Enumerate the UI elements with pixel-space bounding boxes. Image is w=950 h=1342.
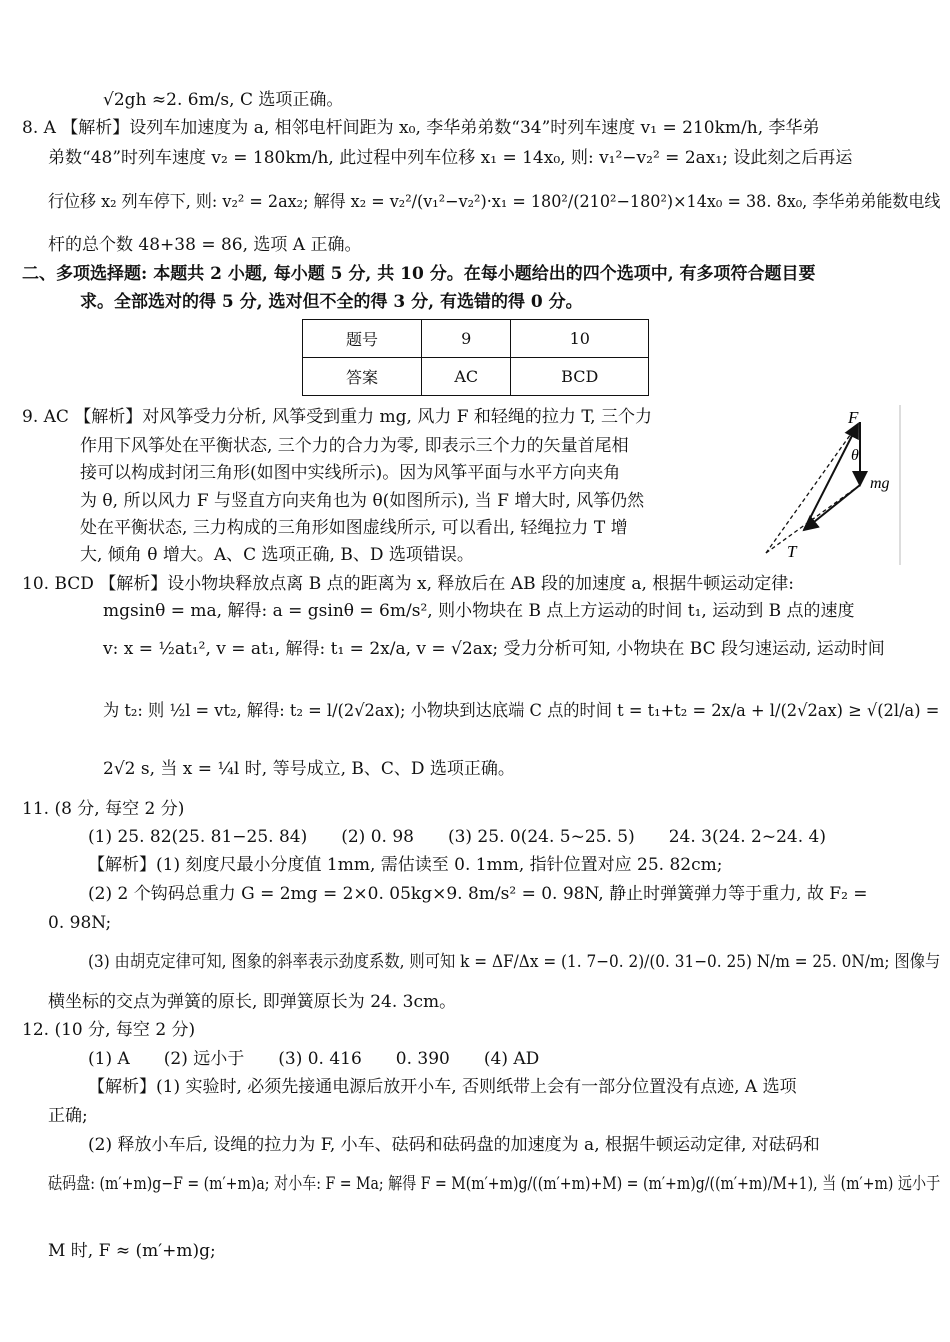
line-19: (1) 25. 82(25. 81−25. 84) (2) 0. 98 (3) 25. 0(24. 5~25. 5) 24. 3(24. 2~24. 4) <box>88 827 826 847</box>
line-27: 【解析】(1) 实验时, 必须先接通电源后放开小车, 否则纸带上会有一部分位置没有点迹, A 选项 <box>88 1077 797 1097</box>
line-14: mgsinθ = ma, 解得: a = gsinθ = 6m/s², 则小物块在 B 点上方运动的时间 t₁, 运动到 B 点的速度 <box>103 601 855 621</box>
line-12: 大, 倾角 θ 增大。A、C 选项正确, B、D 选项错误。 <box>80 545 474 565</box>
answer-table <box>302 319 649 396</box>
line-23: (3) 由胡克定律可知, 图象的斜率表示劲度系数, 则可知 k = ΔF/Δx = (1. 7−0. 2)/(0. 31−0. 25) N/m = 25. 0N/m; 图像与 <box>88 952 941 972</box>
line-24: 横坐标的交点为弹簧的原长, 即弹簧原长为 24. 3cm。 <box>48 992 457 1012</box>
table-header-cell: 题号 <box>303 320 422 358</box>
line-22: 0. 98N; <box>48 913 112 933</box>
line-2: 弟数“48”时列车速度 v₂ = 180km/h, 此过程中列车位移 x₁ = 14x₀, 则: v₁²−v₂² = 2ax₁; 设此刻之后再运 <box>48 148 853 168</box>
line-28: 正确; <box>48 1106 88 1126</box>
table-cell: BCD <box>511 358 649 396</box>
line-15: v: x = ½at₁², v = at₁, 解得: t₁ = 2x/a, v = √2ax; 受力分析可知, 小物块在 BC 段匀速运动, 运动时间 <box>103 639 885 659</box>
line-17: 2√2 s, 当 x = ¼l 时, 等号成立, B、C、D 选项正确。 <box>103 759 515 779</box>
table-cell: 答案 <box>303 358 422 396</box>
line-29: (2) 释放小车后, 设绳的拉力为 F, 小车、砝码和砝码盘的加速度为 a, 根据牛顿运动定律, 对砝码和 <box>88 1135 820 1155</box>
t-dashed-vector <box>766 485 860 553</box>
line-21: (2) 2 个钩码总重力 G = 2mg = 2×0. 05kg×9. 8m/s² = 0. 98N, 静止时弹簧弹力等于重力, 故 F₂ = <box>88 884 868 904</box>
label-f: F <box>848 408 859 427</box>
line-13: 10. BCD 【解析】设小物块释放点离 B 点的距离为 x, 释放后在 AB 段的加速度 a, 根据牛顿运动定律: <box>22 574 795 594</box>
kite-force-diagram <box>760 405 902 565</box>
f-dashed-vector <box>766 424 858 553</box>
line-20: 【解析】(1) 刻度尺最小分度值 1mm, 需估读至 0. 1mm, 指针位置对应 25. 82cm; <box>88 855 723 875</box>
line-10: 为 θ, 所以风力 F 与竖直方向夹角也为 θ(如图所示), 当 F 增大时, 风筝仍然 <box>80 491 645 511</box>
line-26: (1) A (2) 远小于 (3) 0. 416 0. 390 (4) AD <box>88 1049 540 1069</box>
line-9: 接可以构成封闭三角形(如图中实线所示)。因为风筝平面与水平方向夹角 <box>80 463 621 483</box>
table-header-cell: 10 <box>511 320 649 358</box>
line-0: √2gh ≈2. 6m/s, C 选项正确。 <box>103 90 344 110</box>
line-5: 二、多项选择题: 本题共 2 小题, 每小题 5 分, 共 10 分。在每小题给出的四个选项中, 有多项符合题目要 <box>22 264 816 284</box>
table-cell: AC <box>422 358 511 396</box>
table-header-cell: 9 <box>422 320 511 358</box>
line-1: 8. A 【解析】设列车加速度为 a, 相邻电杆间距为 x₀, 李华弟弟数“34”时列车速度 v₁ = 210km/h, 李华弟 <box>22 118 820 138</box>
line-6: 求。全部选对的得 5 分, 选对但不全的得 3 分, 有选错的得 0 分。 <box>80 292 583 312</box>
label-theta: θ <box>851 447 859 464</box>
line-11: 处在平衡状态, 三力构成的三角形如图虚线所示, 可以看出, 轻绳拉力 T 增 <box>80 518 628 538</box>
line-4: 杆的总个数 48+38 = 86, 选项 A 正确。 <box>48 235 362 255</box>
line-31: M 时, F ≈ (m′+m)g; <box>48 1241 216 1261</box>
line-3: 行位移 x₂ 列车停下, 则: v₂² = 2ax₂; 解得 x₂ = v₂²/(v₁²−v₂²)·x₁ = 180²/(210²−180²)×14x₀ = 38. 8x₀, 李华弟弟能数电线 <box>48 192 941 212</box>
line-25: 12. (10 分, 每空 2 分) <box>22 1020 196 1040</box>
f-vector <box>804 424 858 530</box>
line-30: 砝码盘: (m′+m)g−F = (m′+m)a; 对小车: F = Ma; 解得 F = M(m′+m)g/((m′+m)+M) = (m′+m)g/((m′+m)/M+1), 当 (m′+m) 远小于 <box>48 1174 941 1194</box>
line-16: 为 t₂: 则 ½l = vt₂, 解得: t₂ = l/(2√2ax); 小物块到达底端 C 点的时间 t = t₁+t₂ = 2x/a + l/(2√2ax) ≥ √(2l/a) = <box>103 701 940 721</box>
label-t: T <box>787 542 797 561</box>
label-mg: mg <box>870 475 890 492</box>
line-8: 作用下风筝处在平衡状态, 三个力的合力为零, 即表示三个力的矢量首尾相 <box>80 436 629 456</box>
line-7: 9. AC 【解析】对风筝受力分析, 风筝受到重力 mg, 风力 F 和轻绳的拉力 T, 三个力 <box>22 407 652 427</box>
line-18: 11. (8 分, 每空 2 分) <box>22 799 185 819</box>
